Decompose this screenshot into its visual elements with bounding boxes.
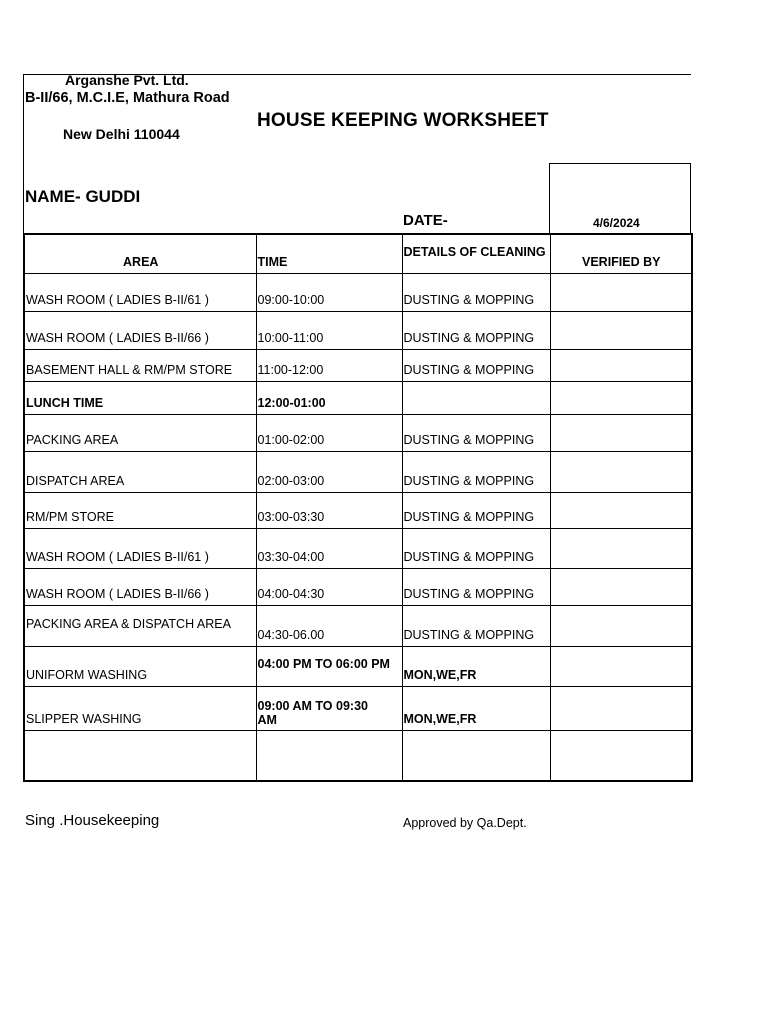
company-name: Arganshe Pvt. Ltd.: [65, 72, 189, 88]
details-cell: MON,WE,FR: [402, 686, 550, 730]
verified-cell[interactable]: [550, 311, 692, 349]
verified-cell[interactable]: [550, 568, 692, 605]
area-cell: WASH ROOM ( LADIES B-II/61 ): [24, 528, 256, 568]
verified-cell[interactable]: [550, 528, 692, 568]
employee-name: NAME- GUDDI: [25, 187, 141, 206]
date-box-right-border: [690, 163, 691, 234]
column-header-details: DETAILS OF CLEANING: [402, 234, 550, 273]
area-cell: BASEMENT HALL & RM/PM STORE: [24, 349, 256, 381]
details-cell: DUSTING & MOPPING: [402, 605, 550, 646]
table-header-row: [24, 234, 692, 273]
page-title: HOUSE KEEPING WORKSHEET: [257, 110, 549, 131]
area-cell: UNIFORM WASHING: [24, 646, 256, 686]
time-cell: 12:00-01:00: [256, 381, 402, 414]
area-cell[interactable]: [24, 730, 256, 781]
verified-cell[interactable]: [550, 605, 692, 646]
verified-cell[interactable]: [550, 451, 692, 492]
worksheet-table: [23, 233, 693, 782]
area-cell: WASH ROOM ( LADIES B-II/66 ): [24, 311, 256, 349]
verified-cell[interactable]: [550, 381, 692, 414]
area-cell: SLIPPER WASHING: [24, 686, 256, 730]
details-cell: DUSTING & MOPPING: [402, 273, 550, 311]
time-cell: 11:00-12:00: [256, 349, 402, 381]
details-cell: DUSTING & MOPPING: [402, 311, 550, 349]
approved-by-label: Approved by Qa.Dept.: [403, 816, 527, 830]
table-row: [24, 451, 692, 492]
area-cell: RM/PM STORE: [24, 492, 256, 528]
column-header-time: TIME: [256, 234, 402, 273]
time-cell: 09:00-10:00: [256, 273, 402, 311]
date-value: 4/6/2024: [593, 216, 640, 230]
verified-cell[interactable]: [550, 414, 692, 451]
table-row: [24, 273, 692, 311]
time-cell: 04:00-04:30: [256, 568, 402, 605]
area-cell: DISPATCH AREA: [24, 451, 256, 492]
time-cell: 03:30-04:00: [256, 528, 402, 568]
time-cell: 09:00 AM TO 09:30 AM: [256, 686, 402, 730]
details-cell: DUSTING & MOPPING: [402, 568, 550, 605]
date-box-top-border: [549, 163, 691, 164]
area-cell: PACKING AREA & DISPATCH AREA: [24, 605, 256, 646]
table-row: [24, 381, 692, 414]
area-cell: WASH ROOM ( LADIES B-II/66 ): [24, 568, 256, 605]
area-cell: LUNCH TIME: [24, 381, 256, 414]
verified-cell[interactable]: [550, 492, 692, 528]
table-row: [24, 730, 692, 781]
details-cell: DUSTING & MOPPING: [402, 451, 550, 492]
verified-cell[interactable]: [550, 646, 692, 686]
time-cell: 03:00-03:30: [256, 492, 402, 528]
area-cell: PACKING AREA: [24, 414, 256, 451]
table-row: [24, 528, 692, 568]
table-row: [24, 414, 692, 451]
date-box-left-border: [549, 163, 550, 234]
area-cell: WASH ROOM ( LADIES B-II/61 ): [24, 273, 256, 311]
details-cell: DUSTING & MOPPING: [402, 528, 550, 568]
table-row: [24, 605, 692, 646]
details-cell: DUSTING & MOPPING: [402, 492, 550, 528]
time-cell: 02:00-03:00: [256, 451, 402, 492]
details-cell: [402, 381, 550, 414]
company-address-line1: B-II/66, M.C.I.E, Mathura Road: [25, 90, 230, 106]
table-row: [24, 686, 692, 730]
table-row: [24, 311, 692, 349]
time-cell[interactable]: [256, 730, 402, 781]
verified-cell[interactable]: [550, 730, 692, 781]
time-cell: 04:00 PM TO 06:00 PM: [256, 646, 402, 686]
table-row: [24, 646, 692, 686]
table-row: [24, 492, 692, 528]
details-cell[interactable]: [402, 730, 550, 781]
time-cell: 04:30-06.00: [256, 605, 402, 646]
details-cell: MON,WE,FR: [402, 646, 550, 686]
column-header-verified: VERIFIED BY: [550, 234, 692, 273]
details-cell: DUSTING & MOPPING: [402, 414, 550, 451]
verified-cell[interactable]: [550, 349, 692, 381]
date-label: DATE-: [403, 212, 448, 229]
signature-housekeeping-label: Sing .Housekeeping: [25, 812, 160, 829]
company-address-line2: New Delhi 110044: [63, 126, 180, 142]
verified-cell[interactable]: [550, 686, 692, 730]
table-row: [24, 568, 692, 605]
details-cell: DUSTING & MOPPING: [402, 349, 550, 381]
time-cell: 10:00-11:00: [256, 311, 402, 349]
time-cell: 01:00-02:00: [256, 414, 402, 451]
header-left-border: [23, 74, 24, 234]
verified-cell[interactable]: [550, 273, 692, 311]
table-row: [24, 349, 692, 381]
column-header-area: AREA: [24, 234, 256, 273]
